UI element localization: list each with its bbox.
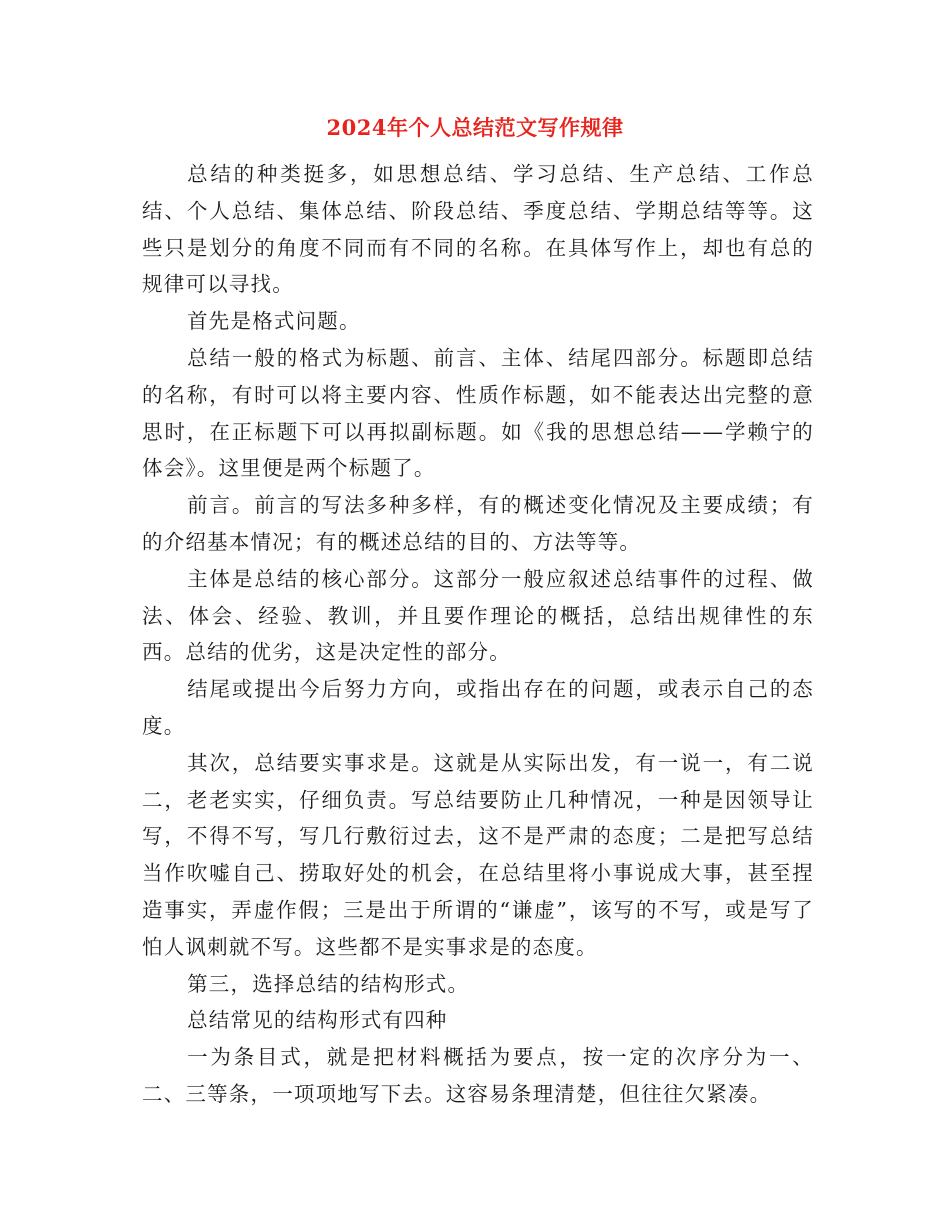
paragraph: 首先是格式问题。 [187,309,361,334]
paragraph: 总结一般的格式为标题、前言、主体、结尾四部分。标题即总结的名称，有时可以将主要内容、性质作标题，如不能表达出完整的意思时，在正标题下可以再拟副标题。如《我的思想总结——学赖宁的体会》。这里便是两个标题了。 [142,345,814,481]
paragraph: 总结常见的结构形式有四种 [187,1008,448,1033]
paragraph: 前言。前言的写法多种多样，有的概述变化情况及主要成绩；有的介绍基本情况；有的概述总结的目的、方法等等。 [142,493,814,554]
paragraph: 总结的种类挺多，如思想总结、学习总结、生产总结、工作总结、个人总结、集体总结、阶段总结、季度总结、学期总结等等。这些只是划分的角度不同而有不同的名称。在具体写作上，却也有总的规律可以寻找。 [142,162,814,297]
document-title: 2024年个人总结范文写作规律 [326,115,624,140]
document-body [142,156,814,1113]
paragraph: 主体是总结的核心部分。这部分一般应叙述总结事件的过程、做法、体会、经验、教训，并且要作理论的概括，总结出规律性的东西。总结的优劣，这是决定性的部分。 [142,566,814,665]
paragraph: 一为条目式，就是把材料概括为要点，按一定的次序分为一、二、三等条，一项项地写下去。这容易条理清楚，但往往欠紧凑。 [142,1045,814,1106]
paragraph: 第三，选择总结的结构形式。 [187,971,470,996]
paragraph: 其次，总结要实事求是。这就是从实际出发，有一说一，有二说二，老老实实，仔细负责。写总结要防止几种情况，一种是因领导让写，不得不写，写几行敷衍过去，这不是严肃的态度；二是把写总结当作吹嘘自己、捞取好处的机会，在总结里将小事说成大事，甚至捏造事实，弄虚作假；三是出于所谓的“谦虚”，该写的不写，或是写了怕人讽刺就不写。这些都不是实事求是的态度。 [142,750,814,959]
paragraph: 结尾或提出今后努力方向，或指出存在的问题，或表示自己的态度。 [142,677,814,738]
